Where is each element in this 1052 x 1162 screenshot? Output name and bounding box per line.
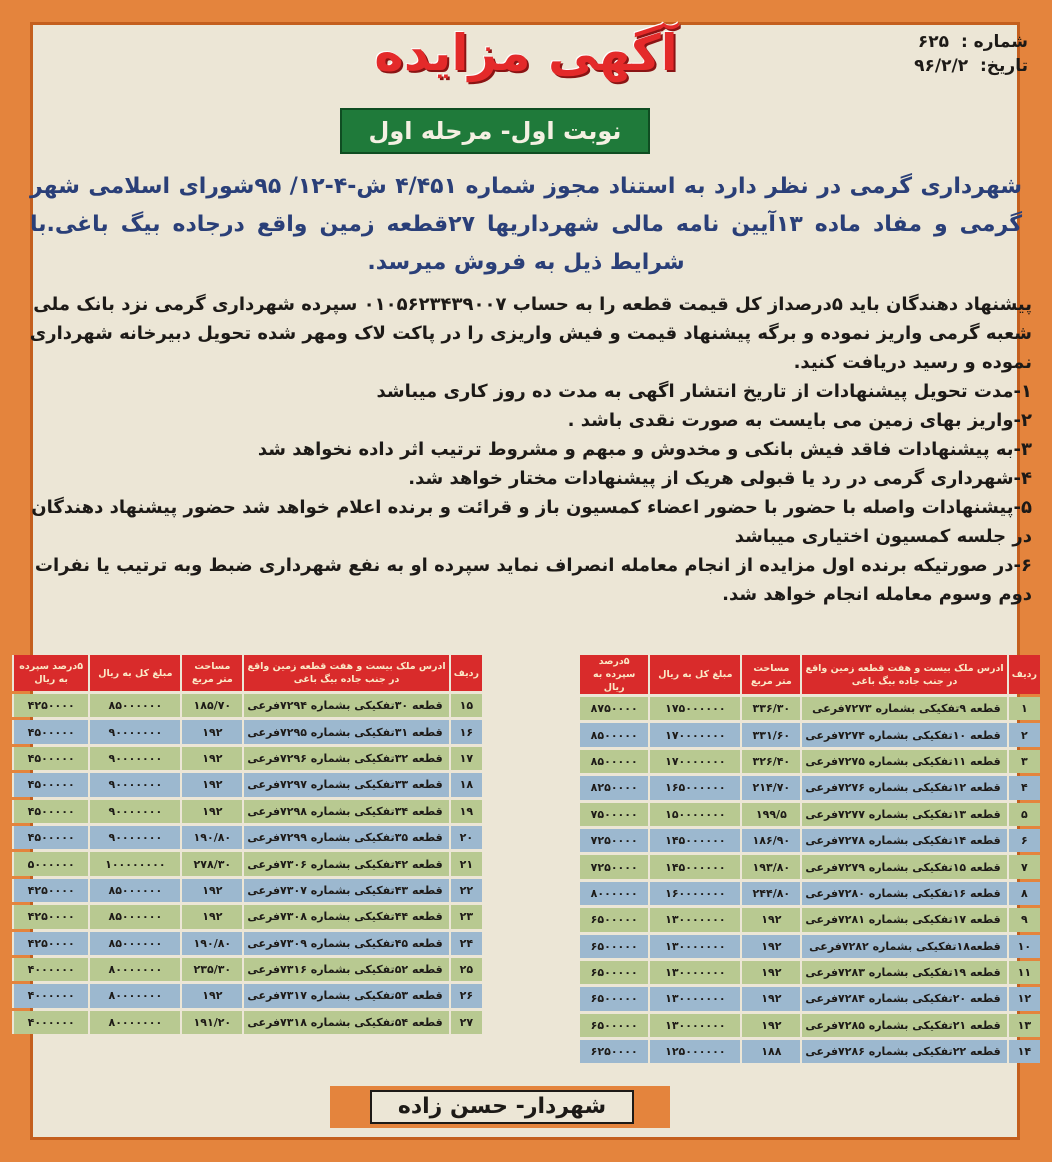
cell-total-price: ۸۰۰۰۰۰۰۰ (88, 984, 180, 1007)
cell-area: ۱۹۲ (180, 800, 242, 823)
cell-area: ۱۹۲ (740, 908, 800, 931)
cell-total-price: ۹۰۰۰۰۰۰۰ (88, 800, 180, 823)
cell-address: قطعه ۵۴تفکیکی بشماره ۷۳۱۸فرعی (242, 1011, 448, 1034)
cell-row-number: ۱۵ (449, 694, 482, 717)
cell-area: ۱۹۲ (180, 720, 242, 743)
cell-deposit: ۴۵۰۰۰۰۰ (12, 747, 88, 770)
cell-total-price: ۸۰۰۰۰۰۰۰ (88, 958, 180, 981)
cell-address: قطعه ۱۷تفکیکی بشماره ۷۲۸۱فرعی (800, 908, 1006, 931)
date-value: ۹۶/۲/۲ (914, 56, 969, 76)
table-row (12, 720, 482, 743)
cell-deposit: ۸۵۰۰۰۰۰ (578, 723, 648, 746)
cell-row-number: ۱۹ (449, 800, 482, 823)
lots-table-left (12, 652, 482, 1037)
cell-row-number: ۶ (1007, 829, 1040, 852)
cell-address: قطعه ۲۲تفکیکی بشماره ۷۲۸۶فرعی (800, 1040, 1006, 1063)
cell-address: قطعه ۱۰تفکیکی بشماره ۷۲۷۴فرعی (800, 723, 1006, 746)
cell-total-price: ۹۰۰۰۰۰۰۰ (88, 773, 180, 796)
table-row (12, 773, 482, 796)
cell-address: قطعه ۴۴تفکیکی بشماره ۷۳۰۸فرعی (242, 905, 448, 928)
cell-address: قطعه ۳۴تفکیکی بشماره ۷۲۹۸فرعی (242, 800, 448, 823)
table-row (578, 1040, 1040, 1063)
cell-area: ۱۸۸ (740, 1040, 800, 1063)
condition-item: ۱-مدت تحویل پیشنهادات از تاریخ انتشار اگهی به مدت ده روز کاری میباشد (376, 381, 1032, 402)
table-row (578, 776, 1040, 799)
condition-item: ۵-پیشنهادات واصله با حضور با حضور اعضاء کمسیون باز و قرائت و برنده اعلام خواهد شد حضور پیشنهاد دهندگان در جلسه کمسیون اختیاری میباشد (31, 497, 1032, 547)
table-row (12, 932, 482, 955)
cell-total-price: ۹۰۰۰۰۰۰۰ (88, 720, 180, 743)
cell-row-number: ۱۰ (1007, 935, 1040, 958)
header-area: مساحت متر مربع (740, 655, 800, 694)
cell-area: ۱۹۲ (180, 879, 242, 902)
cell-address: قطعه ۴۲تفکیکی بشماره ۷۳۰۶فرعی (242, 852, 448, 875)
cell-address: قطعه ۳۱تفکیکی بشماره ۷۲۹۵فرعی (242, 720, 448, 743)
cell-address: قطعه ۱۹تفکیکی بشماره ۷۲۸۳فرعی (800, 961, 1006, 984)
cell-deposit: ۶۵۰۰۰۰۰ (578, 935, 648, 958)
cell-total-price: ۱۵۰۰۰۰۰۰۰ (648, 803, 740, 826)
cell-area: ۲۳۵/۳۰ (180, 958, 242, 981)
cell-address: قطعه ۱۵تفکیکی بشماره ۷۲۷۹فرعی (800, 855, 1006, 878)
cell-row-number: ۲۵ (449, 958, 482, 981)
cell-total-price: ۸۵۰۰۰۰۰۰ (88, 879, 180, 902)
cell-total-price: ۸۵۰۰۰۰۰۰ (88, 932, 180, 955)
lots-right-body (578, 697, 1040, 1063)
table-row (12, 826, 482, 849)
cell-total-price: ۱۶۵۰۰۰۰۰۰ (648, 776, 740, 799)
cell-address: قطعه ۱۱تفکیکی بشماره ۷۲۷۵فرعی (800, 750, 1006, 773)
cell-row-number: ۱۷ (449, 747, 482, 770)
cell-total-price: ۱۷۰۰۰۰۰۰۰ (648, 750, 740, 773)
cell-deposit: ۴۵۰۰۰۰۰ (12, 720, 88, 743)
table-row (578, 961, 1040, 984)
cell-address: قطعه ۱۳تفکیکی بشماره ۷۲۷۷فرعی (800, 803, 1006, 826)
cell-row-number: ۲۲ (449, 879, 482, 902)
cell-row-number: ۲ (1007, 723, 1040, 746)
cell-area: ۱۹۲ (180, 747, 242, 770)
number-value: ۶۲۵ (917, 32, 950, 52)
table-row (12, 800, 482, 823)
header-total-price: مبلغ کل به ریال (648, 655, 740, 694)
cell-area: ۱۹۱/۲۰ (180, 1011, 242, 1034)
cell-total-price: ۱۳۰۰۰۰۰۰۰ (648, 961, 740, 984)
header-address: ادرس ملک بیست و هفت قطعه زمین واقع در جنب جاده بیگ باغی (800, 655, 1006, 694)
cell-deposit: ۸۵۰۰۰۰۰ (578, 750, 648, 773)
cell-row-number: ۲۰ (449, 826, 482, 849)
table-row (12, 958, 482, 981)
cell-area: ۲۱۴/۷۰ (740, 776, 800, 799)
cell-area: ۱۹۲ (740, 987, 800, 1010)
cell-address: قطعه ۳۵تفکیکی بشماره ۷۲۹۹فرعی (242, 826, 448, 849)
header-row-number: ردیف (1007, 655, 1040, 694)
cell-deposit: ۴۵۰۰۰۰۰ (12, 800, 88, 823)
cell-row-number: ۷ (1007, 855, 1040, 878)
header-address: ادرس ملک بیست و هفت قطعه زمین واقع در جنب جاده بیگ باغی (242, 655, 448, 691)
cell-area: ۳۲۶/۴۰ (740, 750, 800, 773)
cell-address: قطعه ۱۴تفکیکی بشماره ۷۲۷۸فرعی (800, 829, 1006, 852)
lots-left-body (12, 694, 482, 1034)
cell-total-price: ۱۳۰۰۰۰۰۰۰ (648, 908, 740, 931)
number-label: شماره : (960, 32, 1028, 52)
cell-area: ۱۹۲ (180, 773, 242, 796)
cell-address: قطعه ۳۳تفکیکی بشماره ۷۲۹۷فرعی (242, 773, 448, 796)
conditions-block (20, 290, 1032, 609)
cell-deposit: ۸۰۰۰۰۰۰ (578, 882, 648, 905)
cell-row-number: ۲۳ (449, 905, 482, 928)
cell-total-price: ۹۰۰۰۰۰۰۰ (88, 747, 180, 770)
condition-item: ۶-در صورتیکه برنده اول مزایده از انجام معامله انصراف نماید سپرده او به نفع شهرداری ضبط وبه ترتیب یا نفرات دوم وسوم معامله انجام خواهد شد. (34, 555, 1032, 605)
cell-total-price: ۹۰۰۰۰۰۰۰ (88, 826, 180, 849)
cell-address: قطعه ۱۲تفکیکی بشماره ۷۲۷۶فرعی (800, 776, 1006, 799)
condition-item: ۴-شهرداری گرمی در رد یا قبولی هریک از پیشنهادات مختار خواهد شد. (408, 468, 1032, 489)
cell-deposit: ۸۷۵۰۰۰۰ (578, 697, 648, 720)
cell-address: قطعه ۲۱تفکیکی بشماره ۷۲۸۵فرعی (800, 1014, 1006, 1037)
cell-deposit: ۸۲۵۰۰۰۰ (578, 776, 648, 799)
table-row (12, 694, 482, 717)
table-row (12, 747, 482, 770)
cell-area: ۳۳۱/۶۰ (740, 723, 800, 746)
cell-total-price: ۱۳۰۰۰۰۰۰۰ (648, 987, 740, 1010)
deposit-paragraph: پیشنهاد دهندگان باید ۵درصداز کل قیمت قطعه را به حساب ۰۱۰۵۶۲۳۴۳۹۰۰۷ سپرده شهرداری گرمی نزد بانک ملی شعبه گرمی واریز نموده و برگه پیشنهاد قیمت و فیش واریزی را در پاکت لاک ومهر شده تحویل دبیرخانه شهرداری نموده و رسید دریافت کنید. (29, 294, 1032, 373)
table-row (578, 882, 1040, 905)
cell-total-price: ۱۰۰۰۰۰۰۰۰ (88, 852, 180, 875)
cell-area: ۱۹۲ (740, 961, 800, 984)
table-header-row (12, 655, 482, 691)
cell-area: ۱۹۲ (180, 905, 242, 928)
cell-address: قطعه ۵۲تفکیکی بشماره ۷۳۱۶فرعی (242, 958, 448, 981)
stage-banner: نوبت اول- مرحله اول (340, 108, 650, 154)
cell-row-number: ۲۱ (449, 852, 482, 875)
cell-deposit: ۴۲۵۰۰۰۰ (12, 694, 88, 717)
cell-area: ۲۷۸/۳۰ (180, 852, 242, 875)
header-total-price: مبلغ کل به ریال (88, 655, 180, 691)
cell-deposit: ۴۰۰۰۰۰۰ (12, 958, 88, 981)
cell-total-price: ۱۴۵۰۰۰۰۰۰ (648, 855, 740, 878)
cell-total-price: ۸۵۰۰۰۰۰۰ (88, 905, 180, 928)
cell-area: ۳۳۶/۳۰ (740, 697, 800, 720)
cell-deposit: ۴۲۵۰۰۰۰ (12, 932, 88, 955)
cell-row-number: ۵ (1007, 803, 1040, 826)
cell-area: ۱۸۵/۷۰ (180, 694, 242, 717)
header-deposit: ۵درصد سپرده به ریال (12, 655, 88, 691)
table-row (578, 750, 1040, 773)
cell-area: ۱۹۰/۸۰ (180, 826, 242, 849)
cell-address: قطعه ۲۰تفکیکی بشماره ۷۲۸۴فرعی (800, 987, 1006, 1010)
cell-deposit: ۴۲۵۰۰۰۰ (12, 905, 88, 928)
date-label: تاریخ: (980, 56, 1028, 76)
table-row (12, 1011, 482, 1034)
cell-area: ۱۹۲ (740, 1014, 800, 1037)
cell-total-price: ۸۰۰۰۰۰۰۰ (88, 1011, 180, 1034)
cell-row-number: ۲۷ (449, 1011, 482, 1034)
cell-total-price: ۱۶۰۰۰۰۰۰۰ (648, 882, 740, 905)
table-row (578, 697, 1040, 720)
cell-total-price: ۱۳۰۰۰۰۰۰۰ (648, 935, 740, 958)
cell-total-price: ۱۷۰۰۰۰۰۰۰ (648, 723, 740, 746)
table-row (12, 905, 482, 928)
cell-deposit: ۵۰۰۰۰۰۰ (12, 852, 88, 875)
cell-area: ۲۴۴/۸۰ (740, 882, 800, 905)
cell-deposit: ۷۲۵۰۰۰۰ (578, 855, 648, 878)
cell-row-number: ۳ (1007, 750, 1040, 773)
cell-address: قطعه ۹تفکیکی بشماره ۷۲۷۳فرعی (800, 697, 1006, 720)
cell-row-number: ۱۸ (449, 773, 482, 796)
cell-row-number: ۱۶ (449, 720, 482, 743)
cell-area: ۱۹۲ (180, 984, 242, 1007)
cell-address: قطعه ۴۵تفکیکی بشماره ۷۳۰۹فرعی (242, 932, 448, 955)
cell-deposit: ۶۵۰۰۰۰۰ (578, 1014, 648, 1037)
cell-address: قطعه۱۸تفکیکی بشماره ۷۲۸۲فرعی (800, 935, 1006, 958)
cell-deposit: ۶۵۰۰۰۰۰ (578, 961, 648, 984)
cell-area: ۱۹۰/۸۰ (180, 932, 242, 955)
cell-row-number: ۱۳ (1007, 1014, 1040, 1037)
cell-row-number: ۱ (1007, 697, 1040, 720)
header-row-number: ردیف (449, 655, 482, 691)
cell-total-price: ۱۴۵۰۰۰۰۰۰ (648, 829, 740, 852)
table-row (578, 987, 1040, 1010)
cell-total-price: ۱۳۰۰۰۰۰۰۰ (648, 1014, 740, 1037)
cell-deposit: ۴۰۰۰۰۰۰ (12, 1011, 88, 1034)
lots-table-right (578, 652, 1040, 1066)
cell-total-price: ۱۲۵۰۰۰۰۰۰ (648, 1040, 740, 1063)
cell-area: ۱۹۹/۵ (740, 803, 800, 826)
cell-deposit: ۷۵۰۰۰۰۰ (578, 803, 648, 826)
cell-row-number: ۸ (1007, 882, 1040, 905)
table-row (578, 723, 1040, 746)
cell-area: ۱۹۳/۸۰ (740, 855, 800, 878)
table-row (578, 803, 1040, 826)
cell-row-number: ۱۲ (1007, 987, 1040, 1010)
cell-deposit: ۷۲۵۰۰۰۰ (578, 829, 648, 852)
table-row (578, 935, 1040, 958)
cell-address: قطعه ۳۲تفکیکی بشماره ۷۲۹۶فرعی (242, 747, 448, 770)
cell-row-number: ۴ (1007, 776, 1040, 799)
cell-deposit: ۴۵۰۰۰۰۰ (12, 826, 88, 849)
lots-tables (12, 652, 1040, 1059)
cell-address: قطعه ۵۳تفکیکی بشماره ۷۳۱۷فرعی (242, 984, 448, 1007)
cell-area: ۱۸۶/۹۰ (740, 829, 800, 852)
ad-title: آگهی مزایده (374, 24, 678, 82)
header-area: مساحت متر مربع (180, 655, 242, 691)
table-row (578, 829, 1040, 852)
cell-deposit: ۶۵۰۰۰۰۰ (578, 987, 648, 1010)
table-row (578, 1014, 1040, 1037)
intro-text: شهرداری گرمی در نظر دارد به استناد مجوز شماره ۴/۴۵۱ ش-۴-۱۲/ ۹۵شورای اسلامی شهر گرمی و مفاد ماده ۱۳آیین نامه مالی شهرداریها ۲۷قطعه زمین واقع درجاده بیگ باغی.با شرایط ذیل به فروش میرسد. (30, 174, 1023, 275)
table-row (12, 879, 482, 902)
table-row (12, 984, 482, 1007)
table-row (12, 852, 482, 875)
cell-row-number: ۲۴ (449, 932, 482, 955)
cell-deposit: ۴۵۰۰۰۰۰ (12, 773, 88, 796)
table-header-row (578, 655, 1040, 694)
cell-area: ۱۹۲ (740, 935, 800, 958)
cell-deposit: ۴۲۵۰۰۰۰ (12, 879, 88, 902)
cell-deposit: ۶۵۰۰۰۰۰ (578, 908, 648, 931)
cell-row-number: ۹ (1007, 908, 1040, 931)
cell-row-number: ۲۶ (449, 984, 482, 1007)
mayor-signature: شهردار- حسن زاده (370, 1090, 634, 1124)
cell-address: قطعه ۱۶تفکیکی بشماره ۷۲۸۰فرعی (800, 882, 1006, 905)
cell-total-price: ۸۵۰۰۰۰۰۰ (88, 694, 180, 717)
cell-deposit: ۶۲۵۰۰۰۰ (578, 1040, 648, 1063)
cell-address: قطعه ۳۰تفکیکی بشماره ۷۲۹۴فرعی (242, 694, 448, 717)
cell-address: قطعه ۴۳تفکیکی بشماره ۷۳۰۷فرعی (242, 879, 448, 902)
condition-item: ۳-به پیشنهادات فاقد فیش بانکی و مخدوش و مبهم و مشروط ترتیب اثر داده نخواهد شد (257, 439, 1032, 460)
header-deposit: ۵درصد سپرده به ریال (578, 655, 648, 694)
cell-deposit: ۴۰۰۰۰۰۰ (12, 984, 88, 1007)
cell-total-price: ۱۷۵۰۰۰۰۰۰ (648, 697, 740, 720)
table-row (578, 908, 1040, 931)
table-row (578, 855, 1040, 878)
cell-row-number: ۱۴ (1007, 1040, 1040, 1063)
condition-item: ۲-واریز بهای زمین می بایست به صورت نقدی باشد . (567, 410, 1032, 431)
cell-row-number: ۱۱ (1007, 961, 1040, 984)
